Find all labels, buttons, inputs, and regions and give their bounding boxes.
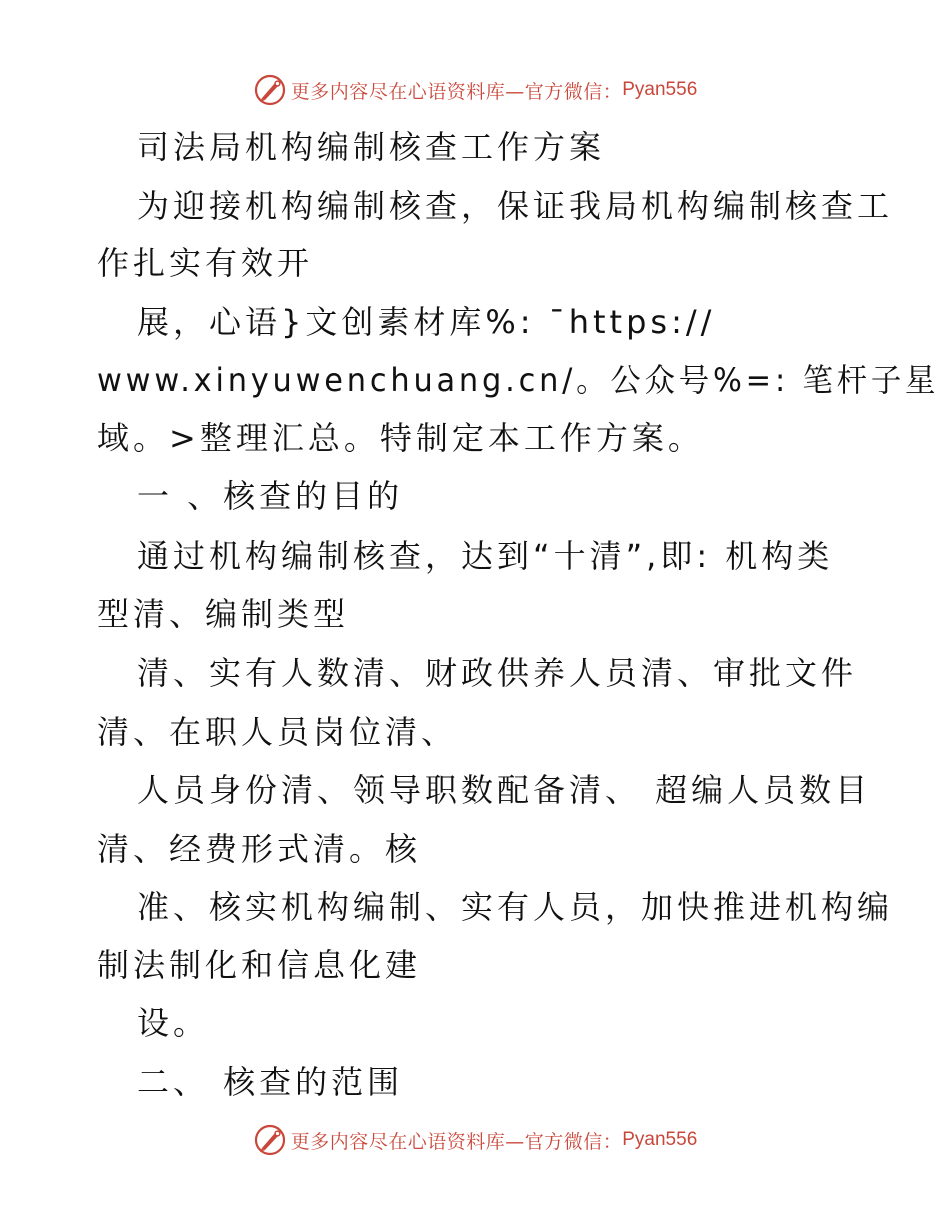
paragraph-line: 设。: [137, 1004, 210, 1042]
watermark-wechat-id: Pyan556: [622, 79, 698, 100]
paragraph-line: 人员身份清、领导职数配备清、 超编人员数目: [137, 771, 872, 809]
paragraph-line: 作扎实有效开: [97, 244, 314, 282]
pen-circle-logo-icon: [253, 1123, 287, 1157]
watermark-wechat-id: Pyan556: [622, 1129, 698, 1150]
paragraph-line: 展，心语}文创素材库%: ¯https://: [137, 303, 716, 341]
paragraph-line: 型清、编制类型: [97, 595, 350, 633]
paragraph-line: 域。>整理汇总。特制定本工作方案。: [97, 419, 704, 457]
section-heading: 二、 核查的范围: [137, 1063, 404, 1101]
paragraph-line: 准、核实机构编制、实有人员，加快推进机构编: [137, 888, 894, 926]
section-heading: 一 、核查的目的: [137, 477, 404, 515]
paragraph-line: 通过机构编制核查，达到“十清”,即: 机构类: [137, 537, 834, 575]
document-title: 司法局机构编制核查工作方案: [137, 128, 606, 166]
paragraph-line: 清、在职人员岗位清、: [97, 713, 458, 751]
paragraph-line: 清、经费形式清。核: [97, 830, 422, 868]
watermark-text: 更多内容尽在心语资料库—官方微信：: [290, 80, 623, 103]
paragraph-line: 为迎接机构编制核查，保证我局机构编制核查工: [137, 187, 894, 225]
paragraph-line: www.xinyuwenchuang.cn/。公众号%=: 笔杆子星: [97, 361, 940, 399]
paragraph-line: 清、实有人数清、财政供养人员清、审批文件: [137, 654, 858, 692]
watermark-footer: [0, 1120, 950, 1160]
paragraph-line: 制法制化和信息化建: [97, 946, 422, 984]
watermark-text: 更多内容尽在心语资料库—官方微信：: [290, 1130, 623, 1153]
